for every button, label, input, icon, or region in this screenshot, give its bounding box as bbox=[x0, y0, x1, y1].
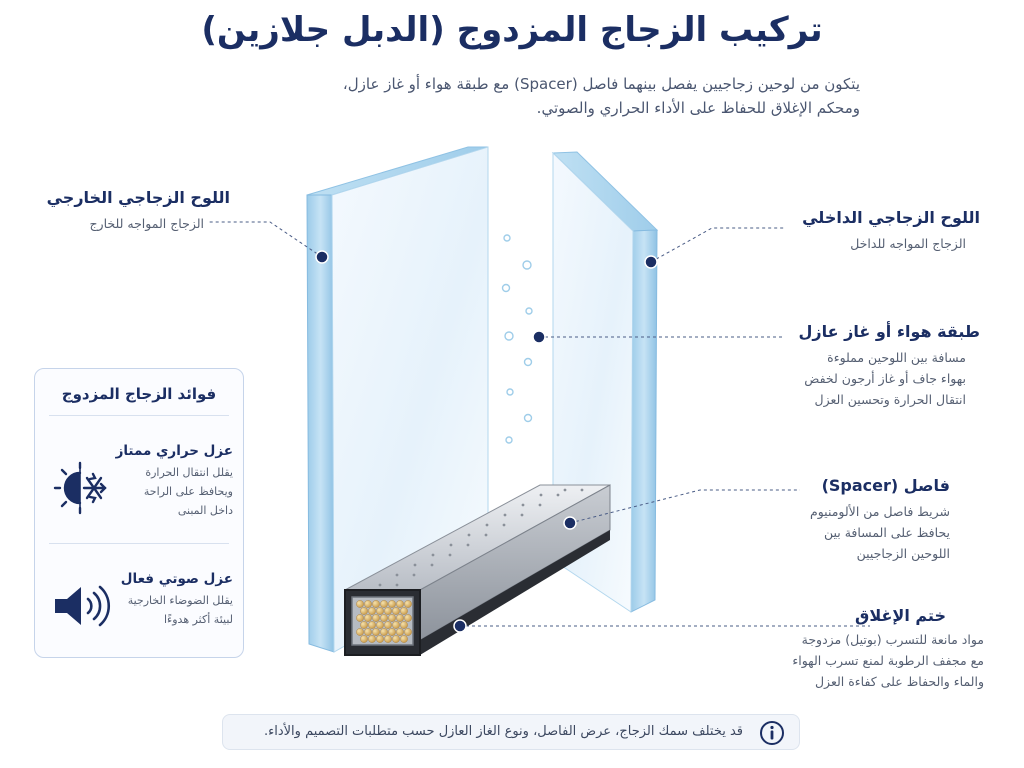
subtitle-line-1: يتكون من لوحين زجاجيين يفصل بينهما فاصل (Spacer) مع طبقة هواء أو غاز عازل، bbox=[342, 75, 860, 93]
benefit-acoustic bbox=[47, 571, 233, 671]
gas-bubbles bbox=[503, 235, 533, 443]
acoustic-desc-line-2: لبيئة أكثر هدوءًا bbox=[164, 613, 233, 626]
label-gas-layer bbox=[760, 322, 980, 410]
label-outer-pane-title: اللوح الزجاجي الخارجي bbox=[46, 188, 230, 207]
thermal-desc-line-1: يقلل انتقال الحرارة bbox=[145, 466, 233, 479]
footer-note-text: قد يختلف سمك الزجاج، عرض الفاصل، ونوع الغاز العازل حسب متطلبات التصميم والأداء. bbox=[263, 724, 743, 739]
spacer-desc-line-3: اللوحين الزجاجيين bbox=[856, 546, 950, 561]
seal-desc-line-3: والماء والحفاظ على كفاءة العزل bbox=[814, 674, 984, 689]
spacer-desc-line-1: شريط فاصل من الألومنيوم bbox=[809, 504, 950, 519]
gas-desc-line-2: بهواء جاف أو غاز أرجون لخفض bbox=[804, 371, 966, 386]
benefit-acoustic-desc bbox=[115, 591, 233, 629]
benefit-acoustic-text bbox=[115, 571, 233, 629]
seal-desc-line-2: مع مجفف الرطوبة لمنع تسرب الهواء bbox=[792, 653, 984, 668]
page-subtitle bbox=[250, 72, 860, 120]
label-gas-layer-title: طبقة هواء أو غاز عازل bbox=[798, 322, 980, 341]
label-seal bbox=[770, 606, 984, 692]
benefits-divider bbox=[49, 543, 229, 544]
label-spacer-title: فاصل (Spacer) bbox=[821, 476, 950, 495]
benefit-thermal-title: عزل حراري ممتاز bbox=[115, 443, 233, 459]
benefit-thermal bbox=[47, 443, 233, 543]
acoustic-desc-line-1: يقلل الضوضاء الخارجية bbox=[127, 594, 233, 607]
info-icon bbox=[759, 720, 785, 746]
label-gas-layer-desc bbox=[760, 347, 980, 410]
label-outer-pane bbox=[40, 188, 230, 234]
label-spacer bbox=[790, 476, 950, 564]
sun-snowflake-icon bbox=[49, 457, 111, 519]
label-outer-pane-desc: الزجاج المواجه للخارج bbox=[89, 216, 204, 231]
benefit-thermal-desc bbox=[115, 463, 233, 520]
label-seal-desc bbox=[770, 629, 984, 692]
thermal-desc-line-2: ويحافظ على الراحة bbox=[143, 485, 233, 498]
benefits-heading: فوائد الزجاج المزدوج bbox=[49, 385, 229, 416]
seal-desc-line-1: مواد مانعة للتسرب (بوتيل) مزدوجة bbox=[801, 632, 984, 647]
label-inner-pane-title: اللوح الزجاجي الداخلي bbox=[802, 208, 980, 227]
page-title: تركيب الزجاج المزدوج (الدبل جلازين) bbox=[201, 10, 823, 50]
benefit-acoustic-title: عزل صوتي فعال bbox=[120, 571, 233, 587]
label-inner-pane-desc: الزجاج المواجه للداخل bbox=[850, 236, 966, 251]
gas-desc-line-1: مسافة بين اللوحين مملوءة bbox=[827, 350, 966, 365]
speaker-icon bbox=[49, 575, 111, 637]
benefits-panel bbox=[34, 368, 244, 658]
label-seal-title: ختم الإغلاق bbox=[855, 606, 946, 625]
spacer-desc-line-2: يحافظ على المسافة بين bbox=[823, 525, 950, 540]
gas-desc-line-3: انتقال الحرارة وتحسين العزل bbox=[814, 392, 966, 407]
thermal-desc-line-3: داخل المبنى bbox=[177, 504, 233, 517]
footer-note bbox=[222, 714, 800, 750]
benefit-thermal-text bbox=[115, 443, 233, 520]
subtitle-line-2: ومحكم الإغلاق للحفاظ على الأداء الحراري والصوتي. bbox=[536, 99, 860, 117]
label-spacer-desc bbox=[790, 501, 950, 564]
label-inner-pane bbox=[780, 208, 980, 254]
